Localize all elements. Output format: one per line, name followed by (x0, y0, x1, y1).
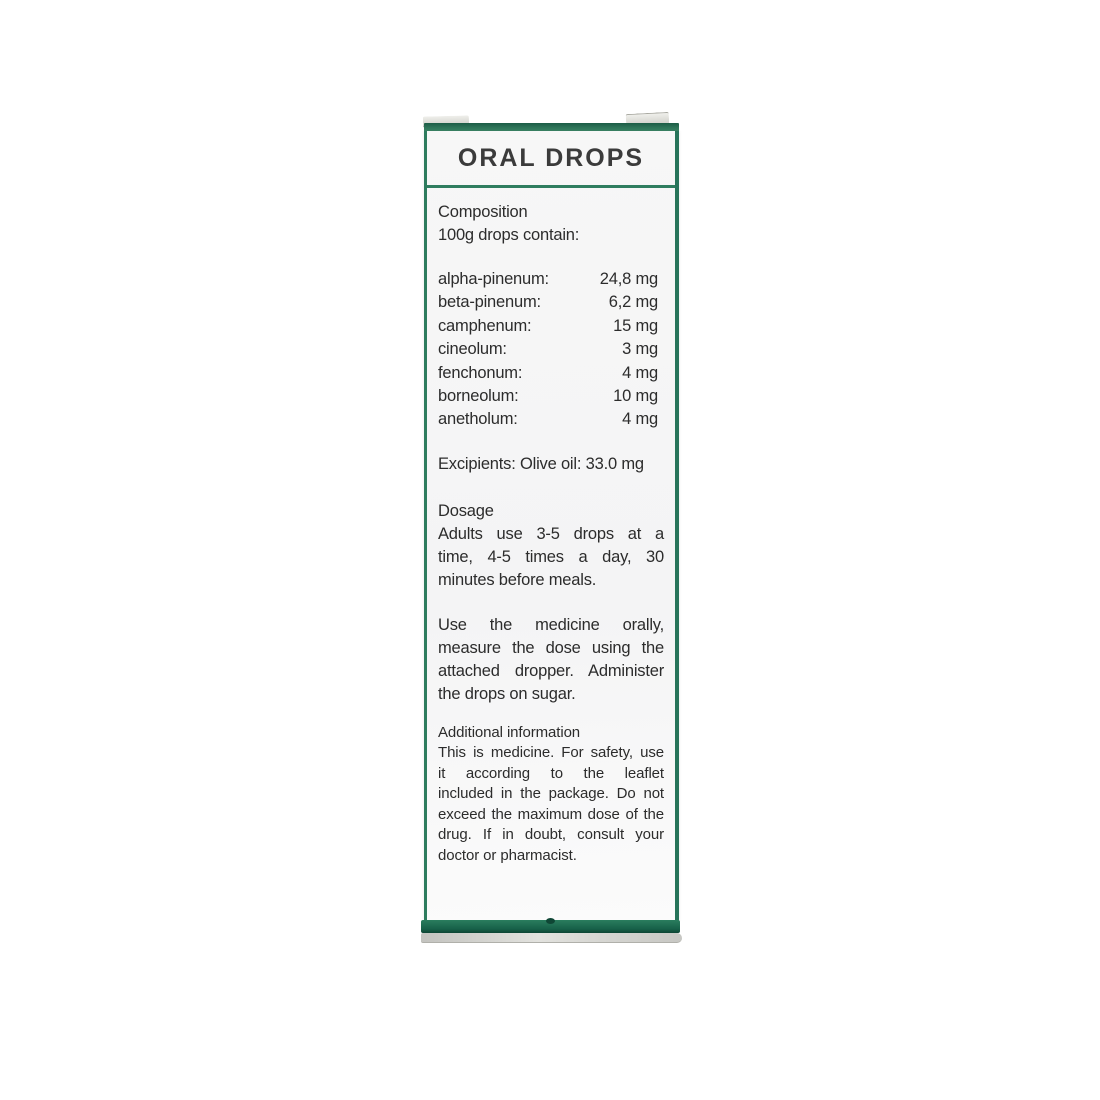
additional-info-line: doctor or pharmacist. (438, 846, 577, 864)
dosage-heading: Dosage (438, 501, 494, 520)
additional-info-section (438, 723, 664, 867)
composition-row (438, 362, 664, 385)
additional-info-line: This is medicine. For safety, use (438, 744, 664, 762)
usage-line: the drops on sugar. (438, 684, 576, 703)
ingredient-value: 24,8 mg (599, 270, 658, 288)
composition-list (438, 268, 664, 432)
additional-info-line: drug. If in doubt, consult your (438, 826, 664, 844)
additional-info-line: it according to the leaflet (438, 764, 664, 782)
ingredient-value: 3 mg (622, 340, 658, 359)
ingredient-name: fenchonum: (438, 363, 523, 382)
ingredient-name: anetholum: (438, 410, 518, 429)
dosage-section (438, 500, 664, 592)
box-bottom-flap (421, 933, 682, 943)
additional-info-heading: Additional information (438, 723, 581, 741)
box-bottom-edge (421, 920, 680, 933)
usage-line: Use the medicine orally, (438, 615, 664, 634)
ingredient-value: 6,2 mg (608, 293, 658, 312)
dosage-line: minutes before meals. (438, 570, 597, 589)
ingredient-name: cineolum: (438, 340, 507, 359)
additional-info-line: included in the package. Do not (438, 785, 664, 803)
panel-header (427, 131, 675, 188)
composition-row (438, 408, 664, 431)
composition-row (438, 291, 664, 314)
composition-row (438, 315, 664, 338)
composition-row (438, 385, 664, 408)
ingredient-value: 15 mg (613, 316, 658, 335)
usage-section (438, 614, 664, 706)
usage-line: attached dropper. Administer (438, 661, 664, 680)
dosage-line: Adults use 3-5 drops at a (438, 524, 664, 543)
composition-subheading: 100g drops contain: (438, 226, 580, 244)
composition-row (438, 338, 664, 361)
ingredient-value: 4 mg (622, 363, 658, 382)
usage-line: measure the dose using the (438, 638, 664, 657)
product-panel (424, 131, 679, 921)
panel-content (427, 188, 675, 866)
composition-row (438, 268, 664, 291)
bottom-edge-notch (546, 918, 555, 924)
ingredient-value: 10 mg (613, 387, 658, 406)
excipients-line: Excipients: Olive oil: 33.0 mg (438, 454, 644, 473)
dosage-line: time, 4-5 times a day, 30 (438, 547, 664, 566)
panel-title: ORAL DROPS (457, 143, 645, 172)
composition-heading: Composition (438, 203, 528, 221)
ingredient-name: alpha-pinenum: (438, 270, 549, 288)
additional-info-line: exceed the maximum dose of the (438, 805, 664, 823)
ingredient-name: camphenum: (438, 316, 532, 335)
ingredient-name: borneolum: (438, 387, 519, 406)
ingredient-value: 4 mg (622, 410, 658, 429)
ingredient-name: beta-pinenum: (438, 293, 541, 312)
